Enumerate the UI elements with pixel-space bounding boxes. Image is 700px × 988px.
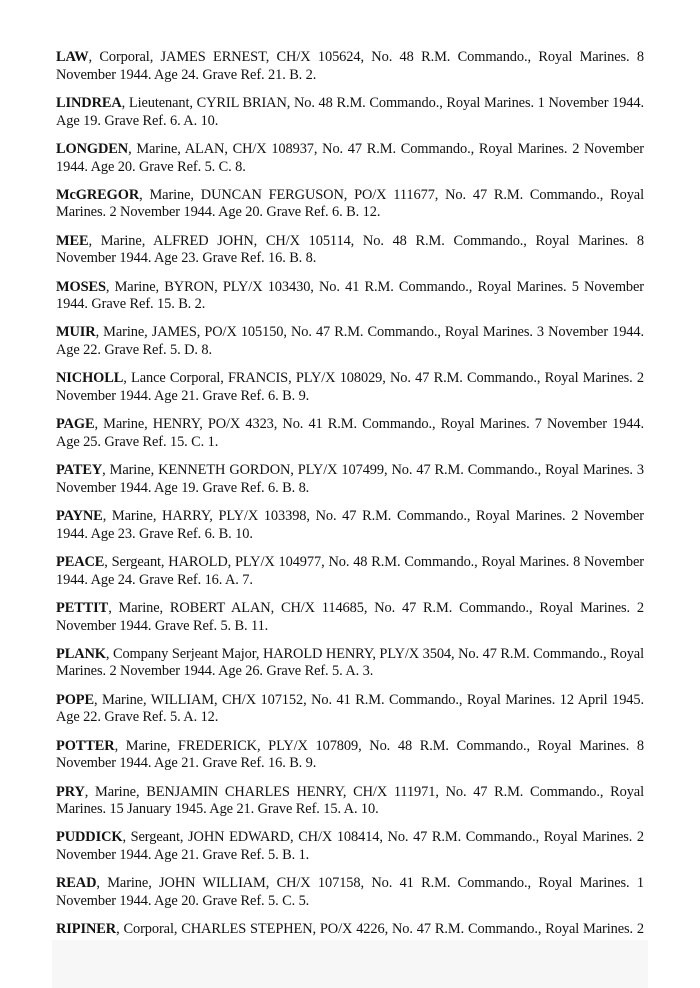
entry-details: , Marine, BENJAMIN CHARLES HENRY, CH/X 111971, No. 47 R.M. Commando., Royal Marines. 15 January 1945. Age 21. Grave Ref. 15. A. 10. <box>56 783 644 818</box>
entry-surname: PATEY <box>56 462 103 479</box>
list-item <box>56 508 644 543</box>
entry-details: , Marine, KENNETH GORDON, PLY/X 107499, No. 47 R.M. Commando., Royal Marines. 3 November 1944. Age 19. Grave Ref. 6. B. 8. <box>56 462 644 496</box>
entry-details: , Marine, ALFRED JOHN, CH/X 105114, No. 48 R.M. Commando., Royal Marines. 8 November 1944. Age 23. Grave Ref. 16. B. 8. <box>56 232 644 267</box>
list-item <box>56 875 644 910</box>
entry-surname: LONGDEN <box>56 140 129 157</box>
entry-details: , Company Serjeant Major, HAROLD HENRY, PLY/X 3504, No. 47 R.M. Commando., Royal Marines. 2 November 1944. Age 26. Grave Ref. 5. A. 3. <box>56 645 644 680</box>
entry-details: , Corporal, JAMES ERNEST, CH/X 105624, No. 48 R.M. Commando., Royal Marines. 8 November 1944. Age 24. Grave Ref. 21. B. 2. <box>56 49 644 83</box>
list-item <box>56 187 644 222</box>
entry-surname: LAW <box>56 49 89 65</box>
list-item <box>56 279 644 314</box>
entry-details: , Marine, ALAN, CH/X 108937, No. 47 R.M. Commando., Royal Marines. 2 November 1944. Age 20. Grave Ref. 5. C. 8. <box>56 140 644 175</box>
entry-details: , Marine, HENRY, PO/X 4323, No. 41 R.M. Commando., Royal Marines. 7 November 1944. Age 25. Grave Ref. 15. C. 1. <box>56 416 644 450</box>
entry-surname: PETTIT <box>56 599 109 616</box>
list-item <box>56 95 644 130</box>
list-item <box>56 49 644 84</box>
entry-surname: PUDDICK <box>56 829 123 846</box>
list-item <box>56 233 644 268</box>
entry-details: , Corporal, CHARLES STEPHEN, PO/X 4226, No. 47 R.M. Commando., Royal Marines. 2 <box>116 921 644 938</box>
entry-surname: MUIR <box>56 324 96 341</box>
list-item <box>56 646 644 681</box>
entry-surname: PAYNE <box>56 508 103 525</box>
entry-surname: LINDREA <box>56 94 122 111</box>
page-bottom-shadow <box>52 940 648 988</box>
list-item <box>56 784 644 819</box>
entry-surname: MOSES <box>56 278 106 295</box>
entry-surname: MEE <box>56 232 89 249</box>
entry-details: , Lance Corporal, FRANCIS, PLY/X 108029, No. 47 R.M. Commando., Royal Marines. 2 November 1944. Age 21. Grave Ref. 6. B. 9. <box>56 370 644 405</box>
entry-details: , Marine, ROBERT ALAN, CH/X 114685, No. 47 R.M. Commando., Royal Marines. 2 November 1944. Grave Ref. 5. B. 11. <box>56 599 644 634</box>
entry-details: , Marine, BYRON, PLY/X 103430, No. 41 R.M. Commando., Royal Marines. 5 November 1944. Grave Ref. 15. B. 2. <box>56 278 644 313</box>
entry-details: , Marine, DUNCAN FERGUSON, PO/X 111677, No. 47 R.M. Commando., Royal Marines. 2 November 1944. Age 20. Grave Ref. 6. B. 12. <box>56 186 644 221</box>
entry-surname: PAGE <box>56 416 95 433</box>
entry-details: , Marine, HARRY, PLY/X 103398, No. 47 R.M. Commando., Royal Marines. 2 November 1944. Age 23. Grave Ref. 6. B. 10. <box>56 508 644 542</box>
entry-surname: PEACE <box>56 553 105 570</box>
entry-surname: POPE <box>56 691 94 708</box>
list-item <box>56 600 644 635</box>
entry-details: , Marine, JOHN WILLIAM, CH/X 107158, No. 41 R.M. Commando., Royal Marines. 1 November 1944. Age 20. Grave Ref. 5. C. 5. <box>56 875 644 910</box>
entry-details: , Marine, FREDERICK, PLY/X 107809, No. 48 R.M. Commando., Royal Marines. 8 November 1944. Age 21. Grave Ref. 16. B. 9. <box>56 737 644 772</box>
list-item <box>56 324 644 359</box>
entry-surname: PRY <box>56 783 85 800</box>
list-item <box>56 141 644 176</box>
entry-surname: NICHOLL <box>56 370 124 387</box>
entry-details: , Lieutenant, CYRIL BRIAN, No. 48 R.M. Commando., Royal Marines. 1 November 1944. Age 19. Grave Ref. 6. A. 10. <box>56 94 644 129</box>
list-item <box>56 554 644 589</box>
entry-details: , Sergeant, JOHN EDWARD, CH/X 108414, No. 47 R.M. Commando., Royal Marines. 2 November 1944. Age 21. Grave Ref. 5. B. 1. <box>56 829 644 864</box>
entry-details: , Sergeant, HAROLD, PLY/X 104977, No. 48 R.M. Commando., Royal Marines. 8 November 1944. Age 24. Grave Ref. 16. A. 7. <box>56 553 644 588</box>
entry-surname: POTTER <box>56 737 115 754</box>
entry-details: , Marine, WILLIAM, CH/X 107152, No. 41 R.M. Commando., Royal Marines. 12 April 1945. Age 22. Grave Ref. 5. A. 12. <box>56 691 644 726</box>
list-item <box>56 829 644 864</box>
entry-details: , Marine, JAMES, PO/X 105150, No. 47 R.M. Commando., Royal Marines. 3 November 1944. Age 22. Grave Ref. 5. D. 8. <box>56 324 644 359</box>
list-item <box>56 370 644 405</box>
entry-surname: McGREGOR <box>56 186 140 203</box>
entry-surname: PLANK <box>56 645 106 662</box>
list-item <box>56 692 644 727</box>
list-item <box>56 416 644 451</box>
list-item <box>56 738 644 773</box>
casualty-list <box>56 49 644 967</box>
entry-surname: RIPINER <box>56 921 117 938</box>
list-item <box>56 462 644 497</box>
entry-surname: READ <box>56 875 97 892</box>
